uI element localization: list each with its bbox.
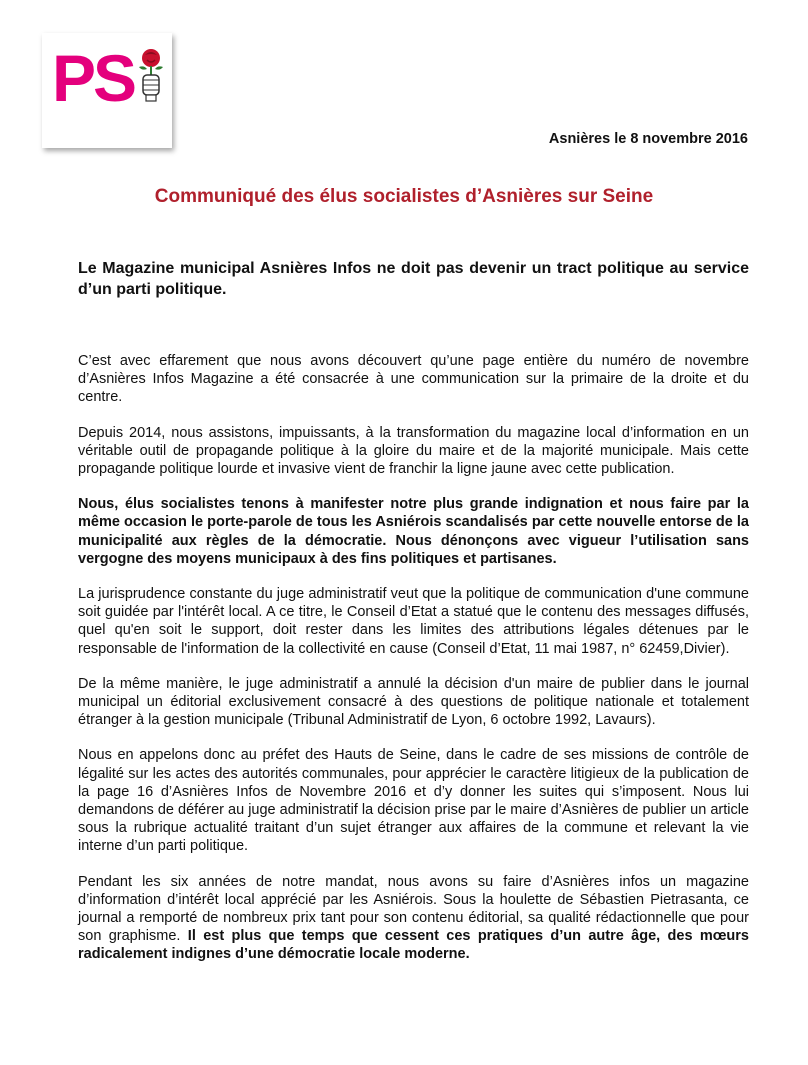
ps-logo-text: PS bbox=[52, 41, 135, 115]
ps-logo bbox=[42, 33, 172, 148]
paragraph-1: C’est avec effarement que nous avons découvert qu’une page entière du numéro de novembre d’Asnières Infos Magazine a été consacrée à une communication sur la primaire de la droite et du centre. bbox=[78, 353, 749, 406]
paragraph-7-conclusion: Il est plus que temps que cessent ces pratiques d’un autre âge, des mœurs radicalement indignes d’une démocratie locale moderne. bbox=[78, 928, 749, 963]
paragraph-4: La jurisprudence constante du juge administratif veut que la politique de communication d'une commune soit guidée par l'intérêt local. A ce titre, le Conseil d’Etat a statué que le contenu des messages diffusés, quel qu'en soit le support, doit rester dans les limites des attributions légales détenues par le responsable de l'information de la collectivité en cause (Conseil d’Etat, 11 mai 1987, n° 62459,Divier). bbox=[78, 586, 749, 657]
document-body bbox=[78, 352, 749, 981]
paragraph-2: Depuis 2014, nous assistons, impuissants, à la transformation du magazine local d’information en un véritable outil de propagande politique à la gloire du maire et de la majorité municipale. Mais cette propagande politique lourde et invasive vient de franchir la ligne jaune avec cette publication. bbox=[78, 424, 749, 478]
page-title: Communiqué des élus socialistes d’Asnières sur Seine bbox=[154, 186, 654, 207]
paragraph-7-text: Pendant les six années de notre mandat, nous avons su faire d’Asnières infos un magazine d’information d’intérêt local apprécié par les Asniérois. Sous la houlette de Sébastien Pietrasanta, ce journal a remporté de nombreux prix tant pour son contenu éditorial, sa qualité rédactionnelle que pour son graphisme. bbox=[78, 873, 749, 945]
paragraph-7 bbox=[78, 873, 749, 964]
document-date: Asnières le 8 novembre 2016 bbox=[548, 131, 748, 147]
paragraph-6: Nous en appelons donc au préfet des Hauts de Seine, dans le cadre de ses missions de contrôle de légalité sur les actes des autorités communales, pour apprécier le caractère litigieux de la publication de la page 16 d’Asnières Infos de Novembre 2016 et d’y donner les suites qui s’imposent. Nous lui demandons de déférer au juge administratif la décision prise par le maire d’Asnières de publier un article sous la rubrique actualité traitant d’un sujet étranger aux affaires de la commune et relevant la vie interne d’un parti politique. bbox=[78, 747, 749, 855]
headline: Le Magazine municipal Asnières Infos ne doit pas devenir un tract politique au service d’un parti politique. bbox=[78, 260, 749, 298]
fist-and-rose-icon bbox=[134, 45, 168, 105]
paragraph-5: De la même manière, le juge administratif a annulé la décision d'un maire de publier dans le journal municipal un éditorial exclusivement consacré à des questions de politique nationale et totalement étranger à la gestion municipale (Tribunal Administratif de Lyon, 6 octobre 1992, Lavaurs). bbox=[78, 675, 749, 729]
paragraph-3: Nous, élus socialistes tenons à manifester notre plus grande indignation et nous faire par la même occasion le porte-parole de tous les Asniérois scandalisés par cette nouvelle entorse de la municipalité aux règles de la démocratie. Nous dénonçons avec vigueur l’utilisation sans vergogne des moyens municipaux à des fins politiques et partisanes. bbox=[78, 496, 749, 567]
